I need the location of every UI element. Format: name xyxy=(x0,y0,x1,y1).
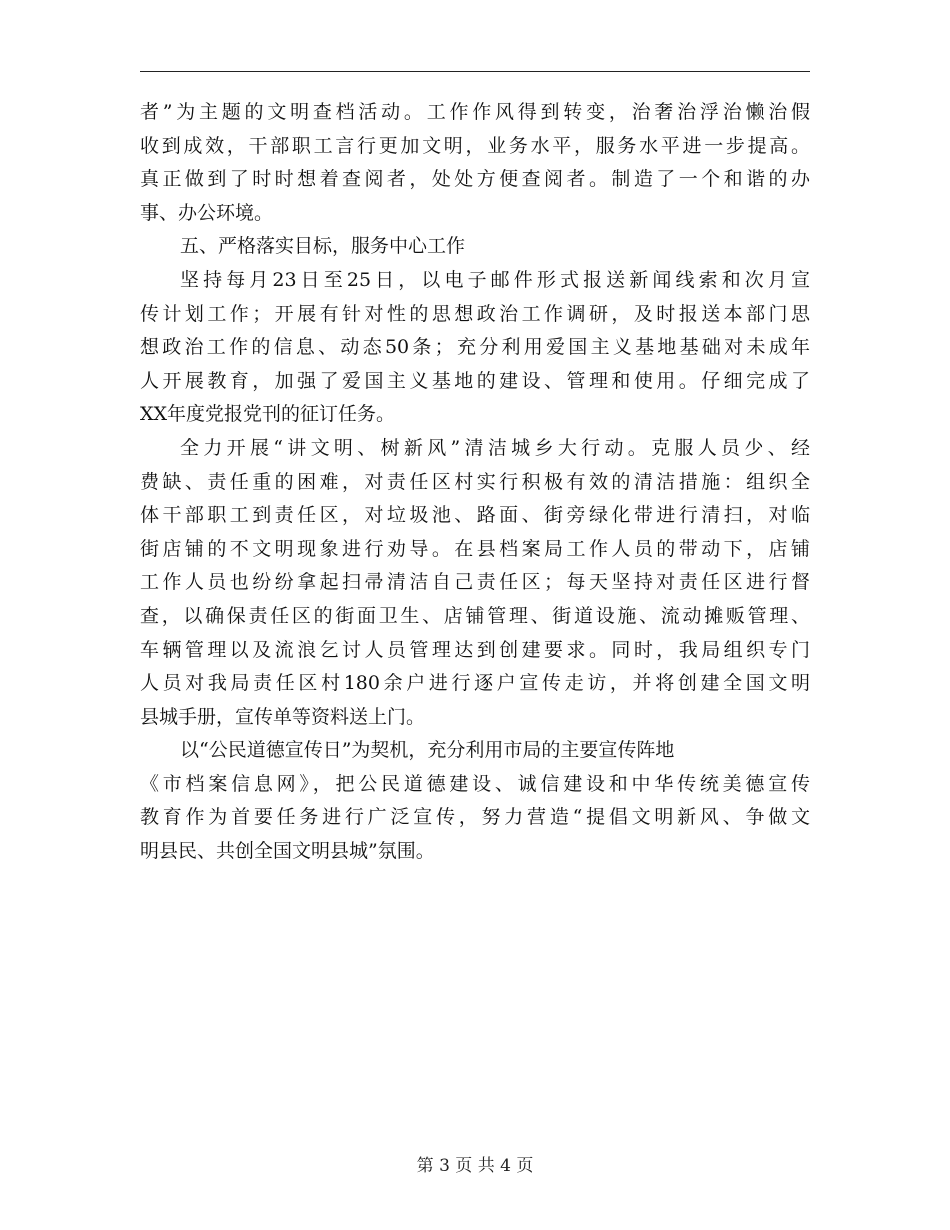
text-line: 工作人员也纷纷拿起扫帚清洁自己责任区；每天坚持对责任区进行督 xyxy=(140,571,810,594)
text-line: 坚持每月23日至25日，以电子邮件形式报送新闻线索和次月宣 xyxy=(180,268,810,291)
header-rule xyxy=(140,71,810,72)
text-line: 县城手册，宣传单等资料送上门。 xyxy=(140,705,426,728)
text-line: 人员对我局责任区村180余户进行逐户宣传走访，并将创建全国文明 xyxy=(140,672,810,695)
text-line: 传计划工作；开展有针对性的思想政治工作调研，及时报送本部门思 xyxy=(140,302,810,325)
text-line: 车辆管理以及流浪乞讨人员管理达到创建要求。同时，我局组织专门 xyxy=(140,638,810,661)
text-line: 以“公民道德宣传日”为契机，充分利用市局的主要宣传阵地 xyxy=(180,739,675,762)
text-line: 教育作为首要任务进行广泛宣传，努力营造“提倡文明新风、争做文 xyxy=(140,806,810,829)
text-line: 全力开展“讲文明、树新风”清洁城乡大行动。克服人员少、经 xyxy=(180,436,810,459)
text-line: 五、严格落实目标，服务中心工作 xyxy=(180,235,466,258)
text-line: 街店铺的不文明现象进行劝导。在县档案局工作人员的带动下，店铺 xyxy=(140,537,810,560)
text-line: 《市档案信息网》，把公民道德建设、诚信建设和中华传统美德宣传 xyxy=(140,772,810,795)
page-footer: 第 3 页 共 4 页 xyxy=(416,1156,534,1176)
text-line: 收到成效，干部职工言行更加文明，业务水平，服务水平进一步提高。 xyxy=(140,134,810,157)
text-line: 体干部职工到责任区，对垃圾池、路面、街旁绿化带进行清扫，对临 xyxy=(140,504,810,527)
text-line: 查，以确保责任区的街面卫生、店铺管理、街道设施、流动摊贩管理、 xyxy=(140,604,810,627)
text-line: 费缺、责任重的困难，对责任区村实行积极有效的清洁措施：组织全 xyxy=(140,470,810,493)
text-line: 想政治工作的信息、动态50条；充分利用爱国主义基地基础对未成年 xyxy=(140,336,810,359)
text-line: XX年度党报党刊的征订任务。 xyxy=(140,403,396,426)
document-body xyxy=(140,96,810,869)
text-line: 者”为主题的文明查档活动。工作作风得到转变，治奢治浮治懒治假 xyxy=(140,101,810,123)
text-line: 事、办公环境。 xyxy=(140,201,274,224)
text-line: 明县民、共创全国文明县城”氛围。 xyxy=(140,840,435,863)
text-line: 人开展教育，加强了爱国主义基地的建设、管理和使用。仔细完成了 xyxy=(140,369,810,392)
text-line: 真正做到了时时想着查阅者，处处方便查阅者。制造了一个和谐的办 xyxy=(140,168,810,191)
